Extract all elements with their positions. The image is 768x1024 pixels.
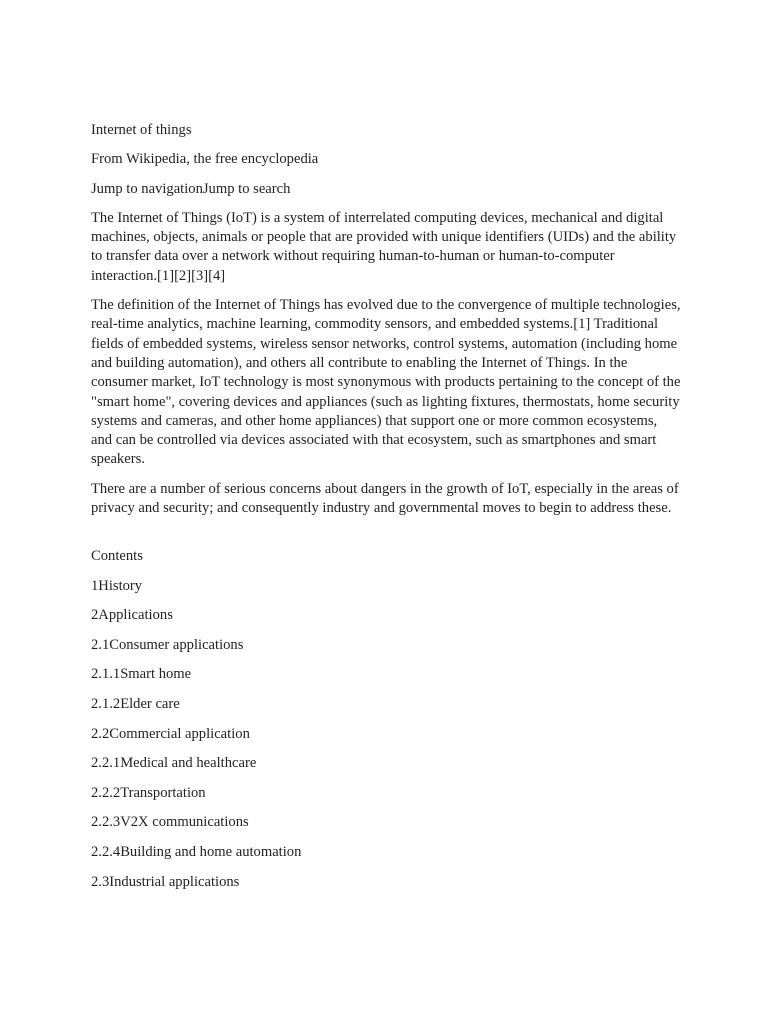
toc-item-elder-care: 2.1.2Elder care [91, 696, 180, 713]
intro-paragraph-1: The Internet of Things (IoT) is a system of interrelated computing devices, mechanical and digital machines, objects, animals or people that are provided with unique identifiers (UIDs) and the ability to transfer data over a network without requiring human-to-human or human-to-computer interaction.[1][2][3][4] [91, 209, 677, 284]
toc-item-smart-home: 2.1.1Smart home [91, 666, 192, 683]
section-gap [91, 528, 681, 547]
toc-item-history: 1History [91, 577, 143, 594]
intro-paragraph-2: The definition of the Internet of Things has evolved due to the convergence of multiple technologies, real-time analytics, machine learning, commodity sensors, and embedded systems.[1] Traditional fields of embedded systems, wireless sensor networks, control systems, automation (including home and building automation), and others all contribute to enabling the Internet of Things. In the consumer market, IoT technology is most synonymous with products pertaining to the concept of the "smart home", covering devices and appliances (such as lighting fixtures, thermostats, home security systems and cameras, and other home appliances) that support one or more common ecosystems, and can be controlled via devices associated with that ecosystem, such as smartphones and smart speakers. [91, 297, 681, 468]
intro-paragraph-3: There are a number of serious concerns about dangers in the growth of IoT, especially in the areas of privacy and security; and consequently industry and governmental moves to begin to address these. [91, 480, 679, 517]
toc-item-applications: 2Applications [91, 607, 173, 624]
toc-item-building-home-automation: 2.2.4Building and home automation [91, 843, 302, 860]
contents-heading: Contents [91, 548, 143, 565]
toc-item-commercial-application: 2.2Commercial application [91, 725, 250, 742]
article-title: Internet of things [91, 122, 192, 138]
table-of-contents [91, 577, 681, 892]
toc-item-industrial-applications: 2.3Industrial applications [91, 873, 240, 890]
toc-item-v2x-communications: 2.2.3V2X communications [91, 814, 249, 831]
toc-item-transportation: 2.2.2Transportation [91, 784, 206, 801]
article-source: From Wikipedia, the free encyclopedia [91, 151, 319, 168]
toc-item-medical-healthcare: 2.2.1Medical and healthcare [91, 755, 257, 772]
jump-links: Jump to navigationJump to search [91, 180, 291, 197]
document-body [91, 121, 681, 902]
toc-item-consumer-applications: 2.1Consumer applications [91, 636, 244, 653]
